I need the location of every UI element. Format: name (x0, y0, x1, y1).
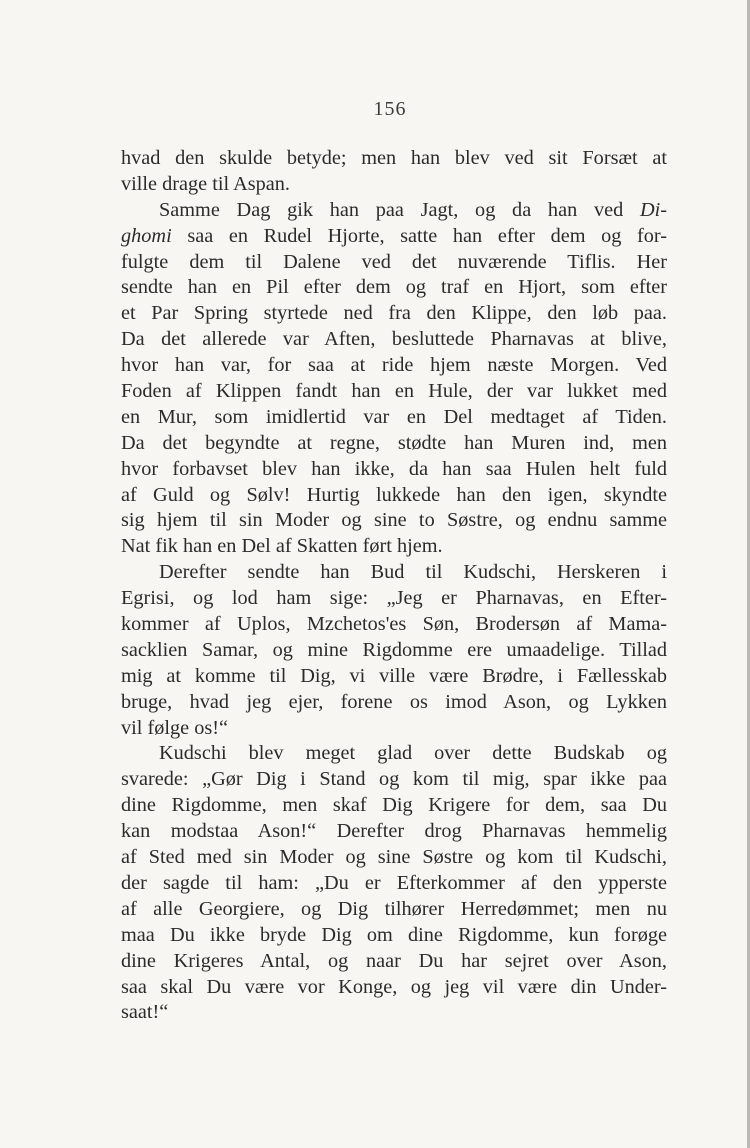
text-line: af Sted med sin Moder og sine Søstre og kom til Kudschi, (121, 846, 667, 869)
text-line: Kudschi blev meget glad over dette Budskab og (159, 742, 667, 765)
text-line: dine Rigdomme, men skaf Dig Krigere for dem, saa Du (121, 794, 667, 817)
text-line: saa skal Du være vor Konge, og jeg vil være din Under- (121, 975, 667, 998)
text-line: mig at komme til Dig, vi ville være Brødre, i Fællesskab (121, 664, 667, 687)
body-text (121, 146, 667, 1026)
text-line: Egrisi, og lod ham sige: „Jeg er Pharnavas, en Efter- (121, 587, 667, 610)
text-line: af alle Georgiere, og Dig tilhører Herredømmet; men nu (121, 897, 667, 920)
text-line: svarede: „Gør Dig i Stand og kom til mig, spar ikke paa (121, 768, 667, 791)
text-line: ville drage til Aspan. (121, 172, 290, 195)
text-line: Samme Dag gik han paa Jagt, og da han ved Di- (159, 198, 667, 221)
text-line: en Mur, som imidlertid var en Del medtaget af Tiden. (121, 405, 667, 428)
text-line: sig hjem til sin Moder og sine to Søstre, og endnu samme (121, 509, 667, 532)
text-line: bruge, hvad jeg ejer, forene os imod Ason, og Lykken (121, 690, 667, 713)
text-line: Foden af Klippen fandt han en Hule, der var lukket med (121, 380, 667, 403)
text-line: kan modstaa Ason!“ Derefter drog Pharnavas hemmelig (121, 820, 667, 843)
text-line: Nat fik han en Del af Skatten ført hjem. (121, 535, 443, 558)
text-line: maa Du ikke bryde Dig om dine Rigdomme, kun forøge (121, 923, 667, 946)
text-line: kommer af Uplos, Mzchetos'es Søn, Brodersøn af Mama- (121, 613, 667, 636)
text-line: vil følge os!“ (121, 716, 229, 739)
text-line: af Guld og Sølv! Hurtig lukkede han den igen, skyndte (121, 483, 667, 506)
text-line: fulgte dem til Dalene ved det nuværende Tiflis. Her (121, 250, 667, 273)
text-line: hvor forbavset blev han ikke, da han saa Hulen helt fuld (121, 457, 667, 480)
text-line: Derefter sendte han Bud til Kudschi, Herskeren i (159, 561, 667, 584)
text-line: hvor han var, for saa at ride hjem næste Morgen. Ved (121, 354, 667, 377)
text-line: der sagde til ham: „Du er Efterkommer af den ypperste (121, 871, 667, 894)
italic-name: ghomi (121, 224, 172, 247)
italic-name: Di- (639, 198, 667, 221)
text-line: Da det allerede var Aften, besluttede Pharnavas at blive, (121, 328, 667, 351)
text-line: saat!“ (121, 1001, 169, 1024)
text-line: sacklien Samar, og mine Rigdomme ere umaadelige. Tillad (121, 638, 667, 661)
text-line: ghomi saa en Rudel Hjorte, satte han efter dem og for- (121, 224, 667, 247)
text-line: Da det begyndte at regne, stødte han Muren ind, men (121, 431, 667, 454)
text-line: dine Krigeres Antal, og naar Du har sejret over Ason, (121, 949, 667, 972)
page-number: 156 (373, 98, 407, 120)
text-line: sendte han en Pil efter dem og traf en Hjort, som efter (121, 276, 667, 299)
text-line: et Par Spring styrtede ned fra den Klippe, den løb paa. (121, 302, 667, 325)
text-line: hvad den skulde betyde; men han blev ved sit Forsæt at (121, 147, 667, 169)
